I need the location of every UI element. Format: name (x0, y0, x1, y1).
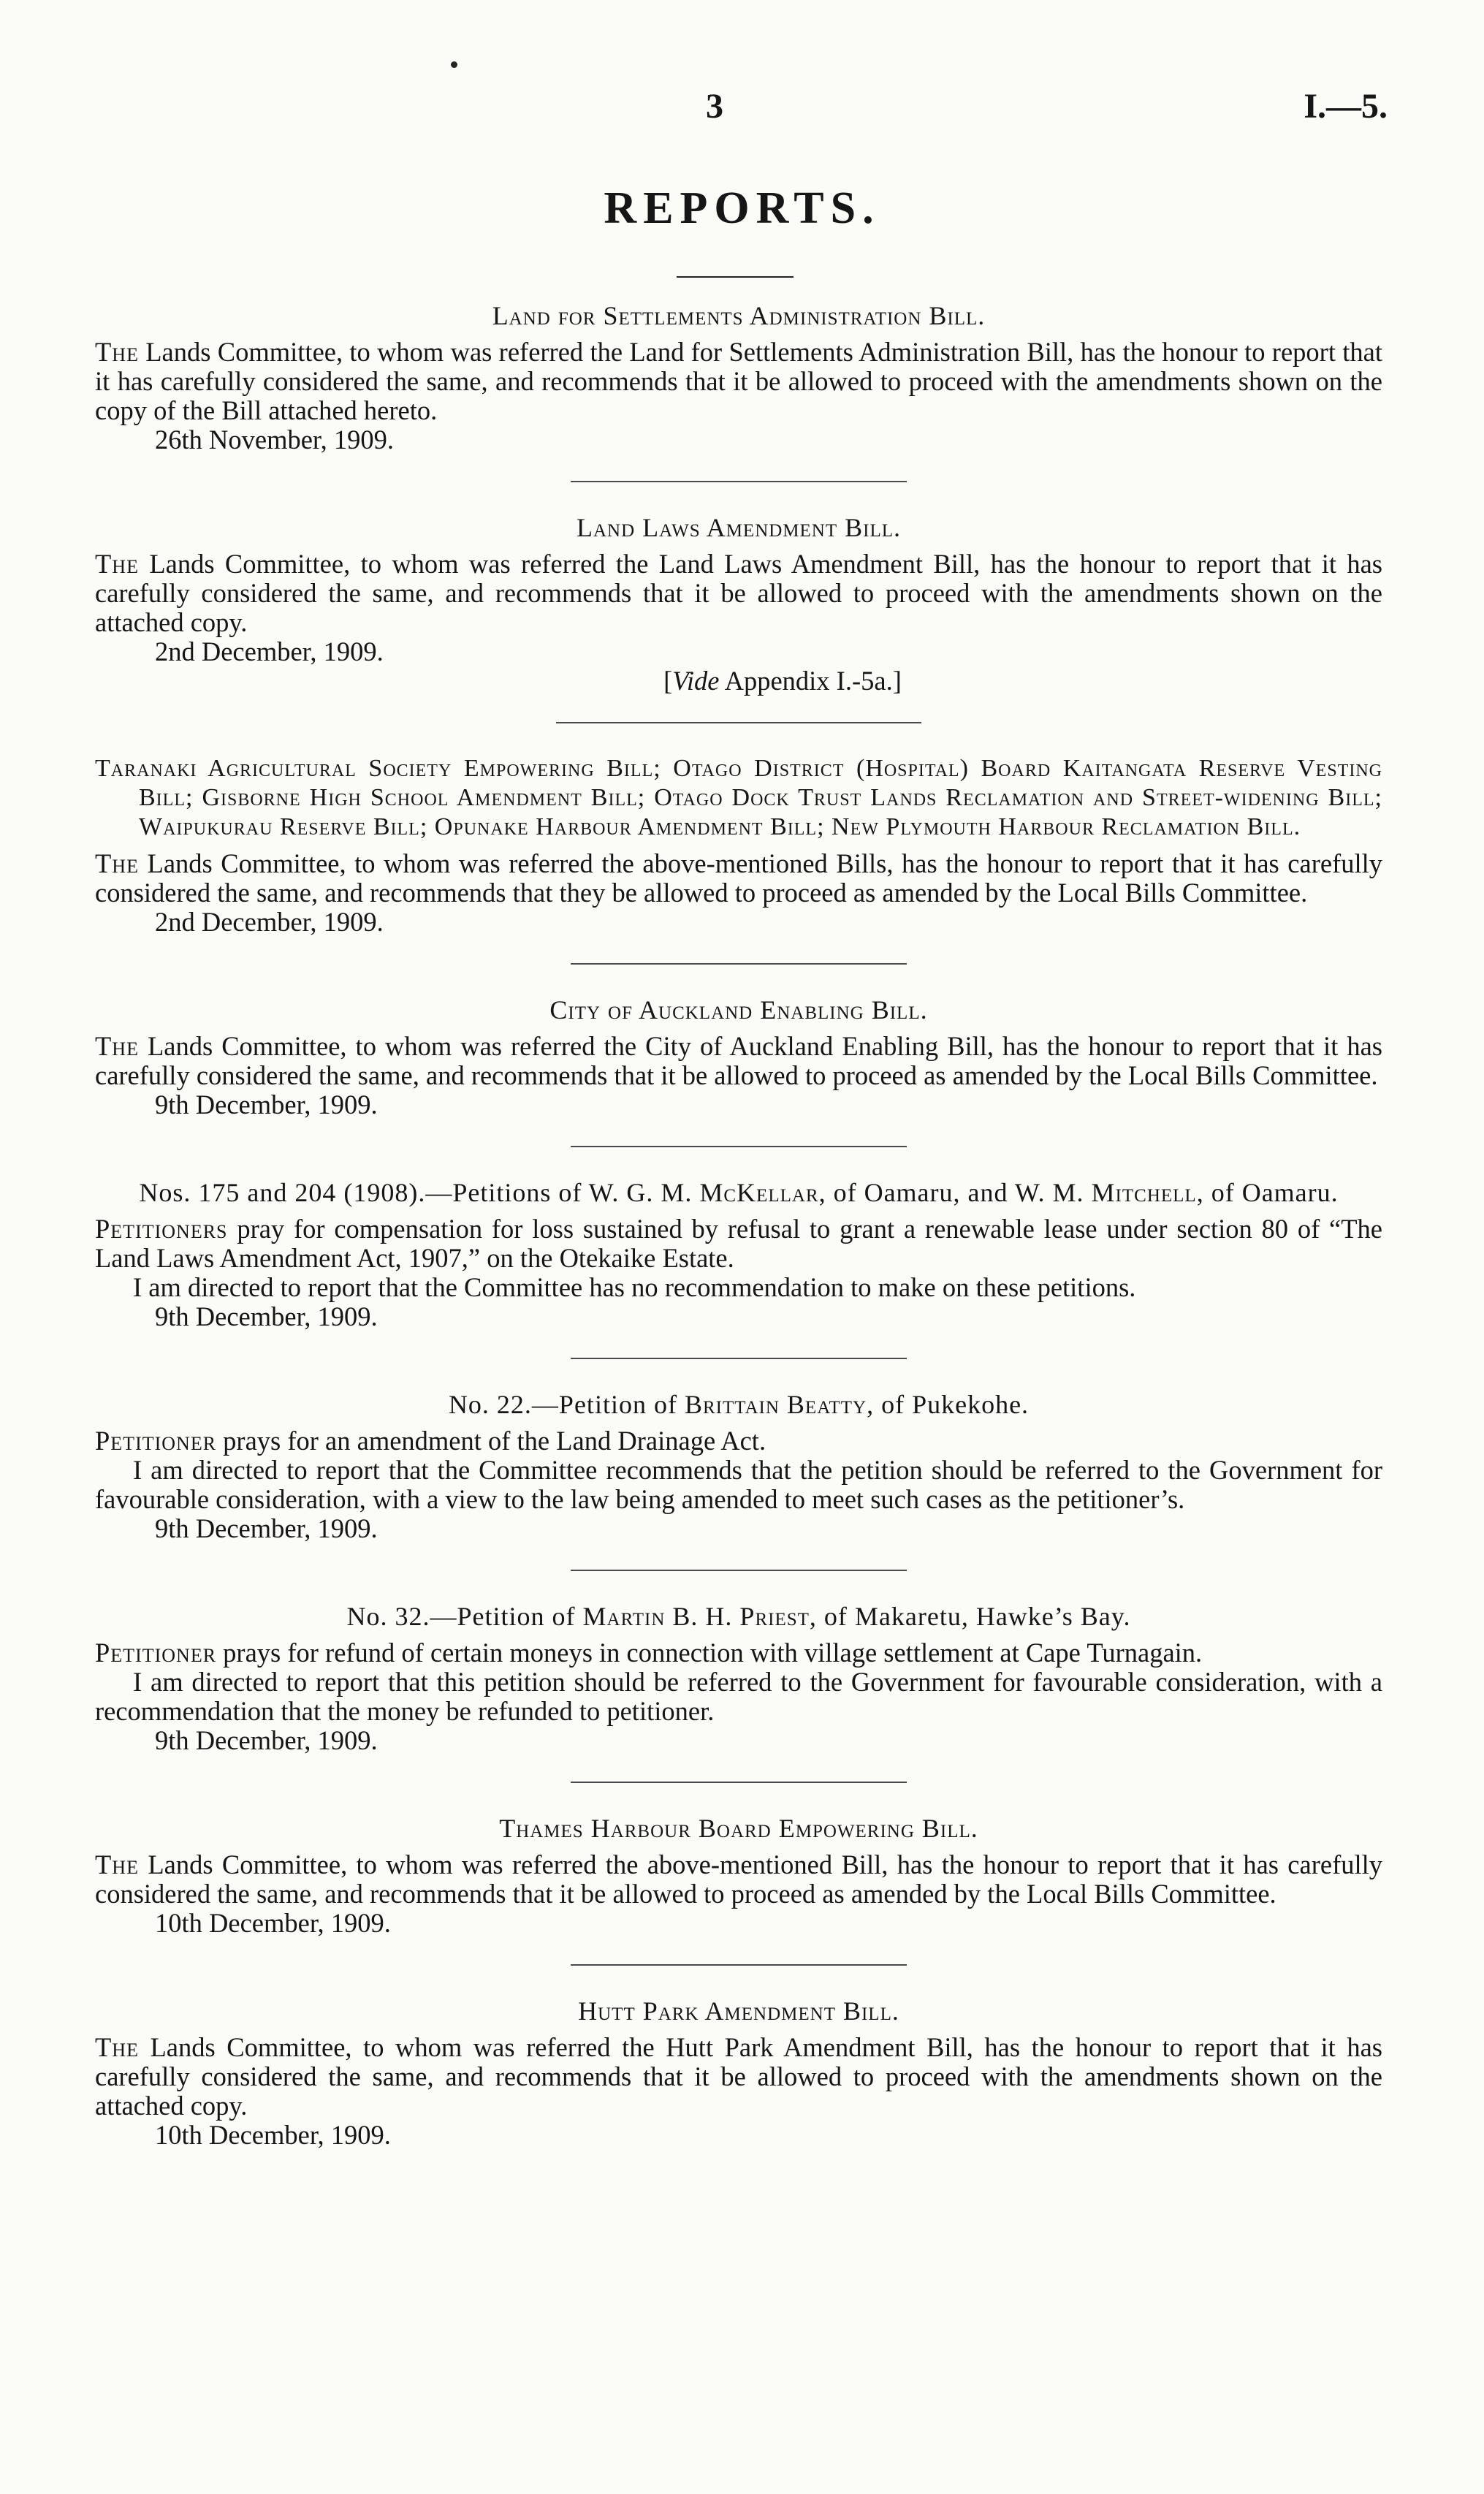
paragraph-text: Lands Committee, to whom was referred the Hutt Park Amendment Bill, has the honour to report that it has carefully considered the same, and recommends that it be allowed to proceed with the amendments shown on the attached copy. (95, 2032, 1382, 2121)
document-reference: I.—5. (1304, 87, 1388, 126)
report-paragraph (95, 1850, 1382, 1909)
heading-text: , of Oamaru, and W. M. (818, 1178, 1084, 1207)
report-date: 26th November, 1909. (155, 425, 394, 455)
section-divider (571, 963, 907, 965)
report-paragraph (95, 2033, 1382, 2121)
report-petition-22 (95, 1390, 1382, 1543)
report-date: 9th December, 1909. (155, 1090, 378, 1119)
speck-mark (451, 61, 457, 68)
report-petition-32 (95, 1602, 1382, 1755)
report-paragraph (95, 849, 1382, 908)
report-hutt-park (95, 1996, 1382, 2150)
paragraph-text: pray for compensation for loss sustained by refusal to grant a renewable lease under section 80 of “The Land Laws Amendment Act, 1907,” on the Otekaike Estate. (95, 1214, 1383, 1273)
report-paragraph (95, 1638, 1382, 1668)
heading-text: No. 32.—Petition of (346, 1602, 576, 1631)
lead-word: The (95, 337, 139, 367)
petitioner-name: Martin B. H. Priest (582, 1602, 810, 1631)
section-divider (571, 1570, 907, 1571)
report-city-of-auckland (95, 995, 1382, 1119)
report-paragraph (95, 1426, 1382, 1456)
paragraph-text: Lands Committee, to whom was referred the above-mentioned Bill, has the honour to report that it has carefully considered the same, and recommends that it be allowed to proceed as amended by the Local Bills Committee. (95, 1849, 1383, 1909)
section-divider (571, 1358, 907, 1359)
report-paragraph (95, 550, 1382, 637)
report-paragraph (95, 338, 1382, 425)
report-date: 10th December, 1909. (155, 1908, 391, 1938)
lead-word: Petitioner (95, 1638, 217, 1668)
petitioner-name: Mitchell (1091, 1178, 1197, 1207)
report-date: 2nd December, 1909. (155, 907, 384, 937)
paragraph-text: Lands Committee, to whom was referred the above-mentioned Bills, has the honour to report that it has carefully considered the same, and recommends that they be allowed to proceed as amended by the Local Bills Committee. (95, 848, 1382, 908)
report-paragraph (95, 1032, 1382, 1090)
report-date: 9th December, 1909. (155, 1725, 378, 1755)
report-paragraph (95, 1214, 1382, 1273)
petitioner-name: Brittain Beatty (684, 1390, 867, 1419)
lead-word: The (95, 549, 139, 579)
section-divider (571, 481, 907, 482)
paragraph-text: Lands Committee, to whom was referred the Land for Settlements Administration Bill, has the honour to report that it has carefully considered the same, and recommends that it be allowed to proceed with the amendments shown on the copy of the Bill attached hereto. (95, 337, 1382, 425)
section-heading: Land for Settlements Administration Bill. (492, 301, 986, 330)
heading-text: , of Makaretu, Hawke’s Bay. (809, 1602, 1131, 1631)
report-petitions-175-204 (95, 1178, 1382, 1331)
report-date: 9th December, 1909. (155, 1301, 378, 1331)
section-heading (95, 1602, 1382, 1631)
paragraph-text: Lands Committee, to whom was referred the City of Auckland Enabling Bill, has the honour to report that it has carefully considered the same, and recommends that it be allowed to proceed as amended by the Local Bills Committee. (95, 1031, 1383, 1090)
section-divider (571, 1782, 907, 1783)
report-thames-harbour (95, 1814, 1382, 1938)
heading-text: , of Pukekohe. (867, 1390, 1030, 1419)
appendix-reference: [Vide Appendix I.-5a.] (663, 666, 902, 696)
heading-text: , of Oamaru. (1196, 1178, 1339, 1207)
petitioner-name: McKellar (699, 1178, 819, 1207)
section-heading: Taranaki Agricultural Society Empowering Bill; Otago District (Hospital) Board Kaitangata Reserve Vesting Bill; Gisborne High School Amendment Bill; Otago Dock Trust Lands Reclamation and Street-widening Bill; Waipukurau Reserve Bill; Opunake Harbour Amendment Bill; New Plymouth Harbour Reclamation Bill. (95, 755, 1382, 840)
page-title: REPORTS. (604, 183, 880, 233)
report-paragraph: I am directed to report that this petition should be referred to the Government for favourable consideration, with a recommendation that the money be refunded to petitioner. (95, 1667, 1382, 1726)
report-date: 2nd December, 1909. (155, 636, 384, 666)
vide-word: Vide (672, 666, 720, 696)
paragraph-text: Lands Committee, to whom was referred the Land Laws Amendment Bill, has the honour to report that it has carefully considered the same, and recommends that it be allowed to proceed with the amendments shown on the attached copy. (95, 549, 1382, 637)
report-local-bills (95, 754, 1382, 937)
section-heading: City of Auckland Enabling Bill. (549, 995, 928, 1024)
report-paragraph: I am directed to report that the Committee has no recommendation to make on these petitions. (133, 1272, 1136, 1302)
section-divider (556, 722, 921, 723)
section-divider (571, 1146, 907, 1147)
heading-text: Nos. 175 and 204 (1908).—Petitions of W. G. M. (139, 1178, 693, 1207)
paragraph-text: prays for an amendment of the Land Drainage Act. (223, 1426, 766, 1456)
lead-word: Petitioners (95, 1214, 228, 1244)
report-date: 9th December, 1909. (155, 1513, 378, 1543)
section-heading: Thames Harbour Board Empowering Bill. (499, 1814, 978, 1843)
reports-body (95, 301, 1382, 2150)
report-date: 10th December, 1909. (155, 2120, 391, 2150)
appendix-text: Appendix I.-5a.] (724, 666, 902, 696)
title-divider (677, 276, 794, 278)
page-number: 3 (706, 87, 723, 126)
report-paragraph: I am directed to report that the Committee recommends that the petition should be referred to the Government for favourable consideration, with a view to the law being amended to meet such cases as the petitioner’s. (95, 1455, 1382, 1514)
heading-text: No. 22.—Petition of (448, 1390, 677, 1419)
paragraph-text: prays for refund of certain moneys in connection with village settlement at Cape Turnagain. (223, 1638, 1203, 1668)
section-divider (571, 1964, 907, 1966)
lead-word: The (95, 2032, 139, 2062)
lead-word: The (95, 848, 139, 878)
section-heading (95, 1178, 1382, 1207)
section-heading (95, 1390, 1382, 1419)
lead-word: Petitioner (95, 1426, 217, 1456)
report-land-for-settlements (95, 301, 1382, 455)
section-heading: Land Laws Amendment Bill. (576, 513, 902, 542)
lead-word: The (95, 1031, 139, 1061)
section-heading: Hutt Park Amendment Bill. (578, 1996, 899, 2026)
report-land-laws-amendment (95, 513, 1382, 696)
lead-word: The (95, 1849, 139, 1879)
